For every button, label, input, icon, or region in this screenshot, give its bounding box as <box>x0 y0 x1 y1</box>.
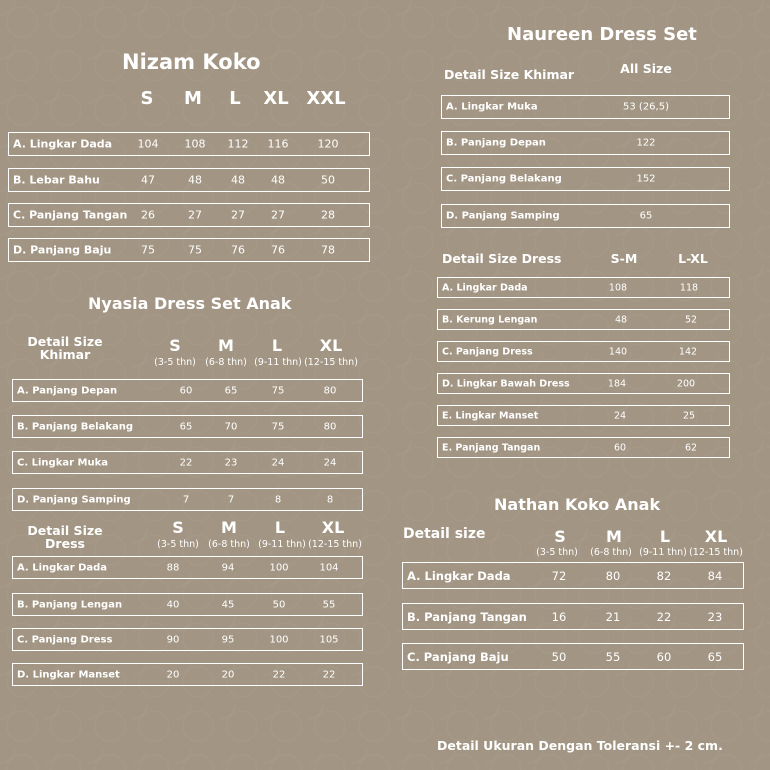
cell-value: 122 <box>636 137 656 149</box>
cell-value: 27 <box>188 208 202 222</box>
cell-value: 27 <box>231 208 245 222</box>
cell-value: 25 <box>682 410 696 421</box>
size-label: S-M <box>610 251 638 266</box>
row-label: D. Panjang Baju <box>13 243 112 257</box>
cell-value: 118 <box>679 282 699 293</box>
nyasia-title: Nyasia Dress Set Anak <box>88 294 292 313</box>
cell-value: 62 <box>684 442 698 453</box>
table-row <box>8 238 370 262</box>
cell-value: 7 <box>227 494 235 505</box>
cell-value: 48 <box>271 173 285 187</box>
naureen-dress-header: Detail Size Dress <box>442 251 562 266</box>
size-label: XL <box>704 527 728 546</box>
cell-value: 104 <box>319 562 339 573</box>
cell-value: 65 <box>639 210 653 222</box>
cell-value: 53 (26,5) <box>623 101 669 113</box>
size-label: XL <box>319 336 343 355</box>
row-label: B. Panjang Belakang <box>17 421 134 432</box>
size-label: S <box>140 88 154 109</box>
all-size-label: All Size <box>620 61 672 76</box>
cell-value: 120 <box>317 137 339 151</box>
cell-value: 75 <box>271 421 285 432</box>
cell-value: 55 <box>605 649 621 664</box>
nyasia-dress-header: Detail Size Dress <box>27 523 103 552</box>
nyasia-khimar-header: Detail Size Khimar <box>27 334 103 363</box>
cell-value: 50 <box>321 173 335 187</box>
table-row <box>12 379 363 402</box>
table-row <box>437 405 730 426</box>
row-label: B. Panjang Lengan <box>17 599 123 610</box>
age-range: (3-5 thn) <box>536 547 578 558</box>
cell-value: 60 <box>656 649 672 664</box>
age-range: (12-15 thn) <box>304 357 358 368</box>
row-label: C. Panjang Tangan <box>13 208 128 222</box>
row-label: A. Lingkar Dada <box>407 568 511 583</box>
table-row <box>402 643 744 670</box>
cell-value: 75 <box>141 243 155 257</box>
table-row <box>8 168 370 192</box>
cell-value: 75 <box>188 243 202 257</box>
row-label: C. Panjang Dress <box>17 634 113 645</box>
cell-value: 104 <box>137 137 159 151</box>
row-label: A. Lingkar Dada <box>17 562 108 573</box>
cell-value: 80 <box>605 568 621 583</box>
size-label: S <box>169 336 181 355</box>
row-label: D. Lingkar Bawah Dress <box>442 378 570 389</box>
table-row <box>12 663 363 686</box>
size-label: M <box>221 518 237 537</box>
cell-value: 21 <box>605 609 621 624</box>
size-label: L <box>271 336 283 355</box>
age-range: (9-11 thn) <box>258 539 306 550</box>
size-label: L-XL <box>678 251 708 266</box>
table-row <box>441 131 730 155</box>
cell-value: 200 <box>676 378 696 389</box>
table-row <box>437 373 730 394</box>
age-range: (9-11 thn) <box>254 357 302 368</box>
cell-value: 48 <box>614 314 628 325</box>
row-label: A. Panjang Depan <box>17 385 118 396</box>
cell-value: 8 <box>274 494 282 505</box>
cell-value: 75 <box>271 385 285 396</box>
cell-value: 24 <box>271 457 285 468</box>
cell-value: 65 <box>179 421 193 432</box>
table-row <box>441 95 730 119</box>
cell-value: 65 <box>707 649 723 664</box>
row-label: B. Kerung Lengan <box>442 314 538 325</box>
cell-value: 48 <box>188 173 202 187</box>
age-range: (6-8 thn) <box>208 539 250 550</box>
cell-value: 108 <box>608 282 628 293</box>
table-row <box>8 132 370 156</box>
cell-value: 100 <box>269 562 289 573</box>
size-label: S <box>554 527 566 546</box>
cell-value: 23 <box>707 609 723 624</box>
row-label: A. Lingkar Dada <box>13 137 113 151</box>
cell-value: 152 <box>636 173 656 185</box>
cell-value: 95 <box>221 634 235 645</box>
nathan-title: Nathan Koko Anak <box>494 495 661 514</box>
size-label: M <box>184 88 202 109</box>
cell-value: 40 <box>166 599 180 610</box>
cell-value: 108 <box>184 137 206 151</box>
table-row <box>8 203 370 227</box>
table-row <box>402 603 744 630</box>
size-label: XXL <box>306 88 346 109</box>
cell-value: 116 <box>267 137 289 151</box>
row-label: D. Panjang Samping <box>17 494 131 505</box>
cell-value: 70 <box>224 421 238 432</box>
cell-value: 142 <box>678 346 698 357</box>
age-range: (12-15 thn) <box>689 547 743 558</box>
table-row <box>12 628 363 651</box>
table-row <box>402 562 744 589</box>
size-label: S <box>172 518 184 537</box>
cell-value: 90 <box>166 634 180 645</box>
row-label: D. Panjang Samping <box>446 210 560 222</box>
cell-value: 105 <box>319 634 339 645</box>
age-range: (9-11 thn) <box>639 547 687 558</box>
cell-value: 45 <box>221 599 235 610</box>
cell-value: 55 <box>322 599 336 610</box>
cell-value: 27 <box>271 208 285 222</box>
cell-value: 50 <box>272 599 286 610</box>
age-range: (6-8 thn) <box>205 357 247 368</box>
table-row <box>12 556 363 579</box>
cell-value: 8 <box>326 494 334 505</box>
cell-value: 24 <box>323 457 337 468</box>
row-label: C. Panjang Belakang <box>446 173 562 185</box>
age-range: (12-15 thn) <box>308 539 362 550</box>
row-label: C. Panjang Dress <box>442 346 533 357</box>
row-label: E. Lingkar Manset <box>442 410 539 421</box>
cell-value: 20 <box>221 669 235 680</box>
table-row <box>12 488 363 511</box>
age-range: (3-5 thn) <box>154 357 196 368</box>
row-label: A. Lingkar Dada <box>442 282 528 293</box>
row-label: B. Lebar Bahu <box>13 173 100 187</box>
cell-value: 47 <box>141 173 155 187</box>
cell-value: 60 <box>613 442 627 453</box>
cell-value: 94 <box>221 562 235 573</box>
cell-value: 84 <box>707 568 723 583</box>
cell-value: 23 <box>224 457 238 468</box>
table-row <box>437 341 730 362</box>
row-label: D. Lingkar Manset <box>17 669 120 680</box>
table-row <box>12 415 363 438</box>
cell-value: 76 <box>271 243 285 257</box>
cell-value: 76 <box>231 243 245 257</box>
cell-value: 52 <box>684 314 698 325</box>
row-label: E. Panjang Tangan <box>442 442 541 453</box>
cell-value: 88 <box>166 562 180 573</box>
cell-value: 7 <box>182 494 190 505</box>
age-range: (3-5 thn) <box>157 539 199 550</box>
naureen-khimar-header: Detail Size Khimar <box>444 67 575 82</box>
cell-value: 78 <box>321 243 335 257</box>
table-row <box>12 451 363 474</box>
size-label: M <box>606 527 622 546</box>
cell-value: 65 <box>224 385 238 396</box>
cell-value: 28 <box>321 208 335 222</box>
table-row <box>437 309 730 330</box>
row-label: C. Lingkar Muka <box>17 457 108 468</box>
naureen-title: Naureen Dress Set <box>507 24 697 45</box>
cell-value: 60 <box>179 385 193 396</box>
size-label: L <box>274 518 286 537</box>
size-label: XL <box>321 518 345 537</box>
size-label: L <box>229 88 241 109</box>
row-label: C. Panjang Baju <box>407 649 509 664</box>
age-range: (6-8 thn) <box>590 547 632 558</box>
cell-value: 140 <box>608 346 628 357</box>
table-row <box>12 593 363 616</box>
cell-value: 80 <box>323 421 337 432</box>
nizam-title: Nizam Koko <box>122 50 261 74</box>
cell-value: 80 <box>323 385 337 396</box>
cell-value: 20 <box>166 669 180 680</box>
row-label: B. Panjang Tangan <box>407 609 527 624</box>
cell-value: 100 <box>269 634 289 645</box>
row-label: B. Panjang Depan <box>446 137 546 149</box>
cell-value: 16 <box>551 609 567 624</box>
table-row <box>437 277 730 298</box>
cell-value: 24 <box>613 410 627 421</box>
table-row <box>441 204 730 228</box>
row-label: A. Lingkar Muka <box>446 101 538 113</box>
size-label: XL <box>263 88 289 109</box>
cell-value: 50 <box>551 649 567 664</box>
cell-value: 112 <box>227 137 249 151</box>
nathan-header: Detail size <box>403 526 486 542</box>
size-label: M <box>218 336 234 355</box>
cell-value: 82 <box>656 568 672 583</box>
cell-value: 22 <box>322 669 336 680</box>
cell-value: 22 <box>272 669 286 680</box>
cell-value: 184 <box>607 378 627 389</box>
tolerance-note: Detail Ukuran Dengan Toleransi +- 2 cm. <box>437 738 723 753</box>
table-row <box>437 437 730 458</box>
cell-value: 26 <box>141 208 155 222</box>
table-row <box>441 167 730 191</box>
size-label: L <box>659 527 671 546</box>
cell-value: 22 <box>656 609 672 624</box>
cell-value: 22 <box>179 457 193 468</box>
cell-value: 72 <box>551 568 567 583</box>
cell-value: 48 <box>231 173 245 187</box>
